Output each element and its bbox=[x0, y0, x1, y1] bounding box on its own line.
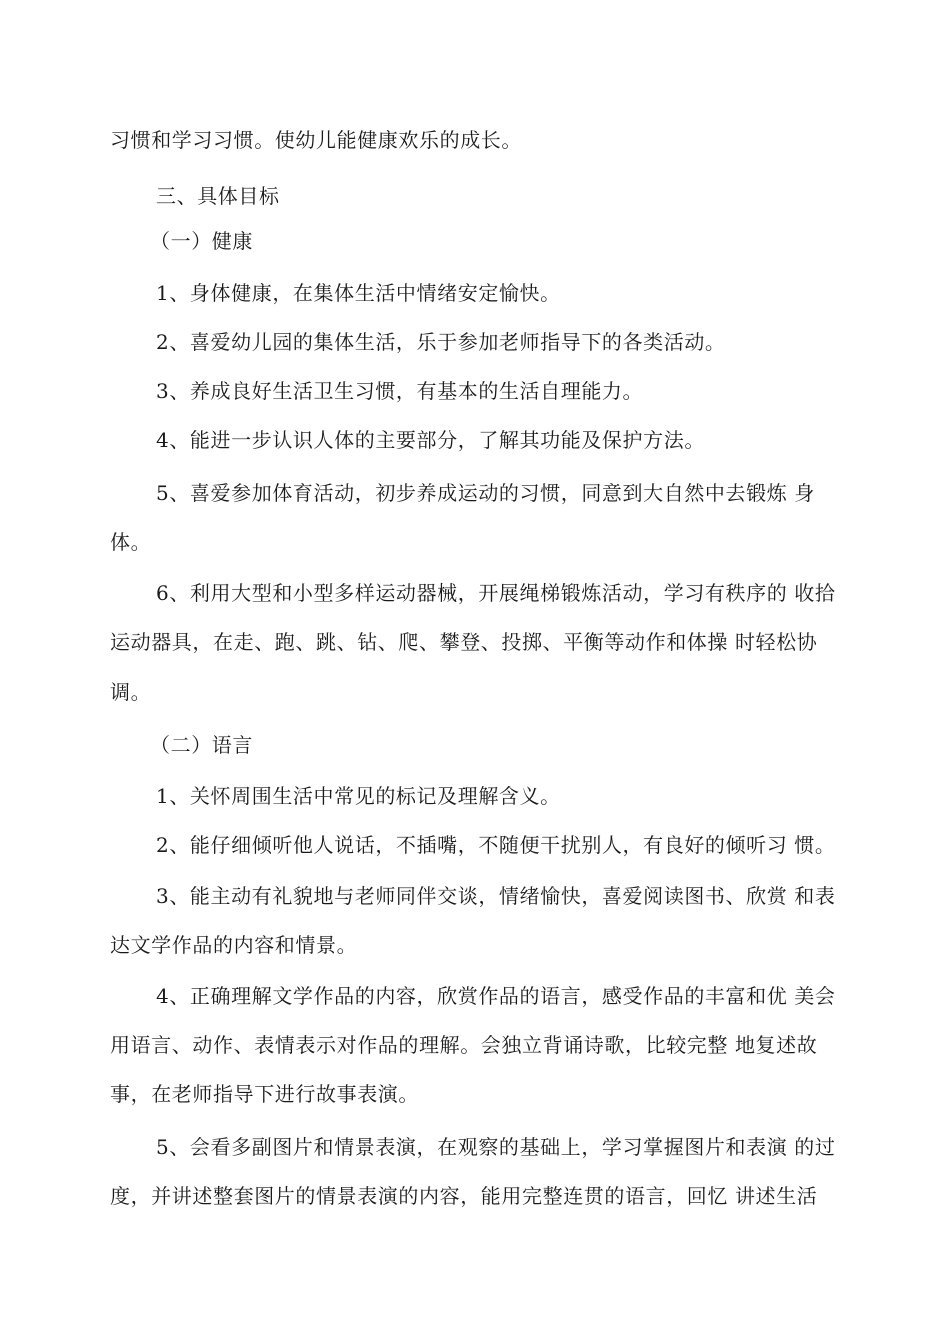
list-item-continuation: 运动器具，在走、跑、跳、钻、爬、攀登、投掷、平衡等动作和体操 时轻松协 bbox=[110, 630, 818, 654]
list-item-continuation: 调。 bbox=[110, 680, 152, 704]
list-item-continuation: 事，在老师指导下进行故事表演。 bbox=[110, 1082, 419, 1106]
list-item: 4、正确理解文学作品的内容，欣赏作品的语言，感受作品的丰富和优 美会 bbox=[156, 984, 836, 1008]
list-item: 1、关怀周围生活中常见的标记及理解含义。 bbox=[156, 784, 561, 808]
list-item: 3、能主动有礼貌地与老师同伴交谈，情绪愉快，喜爱阅读图书、欣赏 和表 bbox=[156, 884, 836, 908]
list-item: 5、喜爱参加体育活动，初步养成运动的习惯，同意到大自然中去锻炼 身 bbox=[156, 481, 815, 505]
list-item-continuation: 体。 bbox=[110, 530, 152, 554]
list-item: 3、养成良好生活卫生习惯，有基本的生活自理能力。 bbox=[156, 379, 644, 403]
list-item: 1、身体健康，在集体生活中情绪安定愉快。 bbox=[156, 281, 561, 305]
subsection-heading-health: （一）健康 bbox=[150, 229, 253, 253]
list-item-continuation: 用语言、动作、表情表示对作品的理解。会独立背诵诗歌，比较完整 地复述故 bbox=[110, 1033, 818, 1057]
section-heading: 三、具体目标 bbox=[156, 184, 280, 208]
list-item: 6、利用大型和小型多样运动器械，开展绳梯锻炼活动，学习有秩序的 收拾 bbox=[156, 581, 836, 605]
list-item-continuation: 度，并讲述整套图片的情景表演的内容，能用完整连贯的语言，回忆 讲述生活 bbox=[110, 1184, 818, 1208]
list-item: 2、喜爱幼儿园的集体生活，乐于参加老师指导下的各类活动。 bbox=[156, 330, 726, 354]
list-item: 5、会看多副图片和情景表演，在观察的基础上，学习掌握图片和表演 的过 bbox=[156, 1135, 836, 1159]
list-item: 4、能进一步认识人体的主要部分，了解其功能及保护方法。 bbox=[156, 428, 705, 452]
paragraph-line: 习惯和学习习惯。使幼儿能健康欢乐的成长。 bbox=[110, 128, 522, 152]
list-item-continuation: 达文学作品的内容和情景。 bbox=[110, 933, 358, 957]
list-item: 2、能仔细倾听他人说话，不插嘴，不随便干扰别人，有良好的倾听习 惯。 bbox=[156, 833, 836, 857]
subsection-heading-language: （二）语言 bbox=[150, 733, 253, 757]
